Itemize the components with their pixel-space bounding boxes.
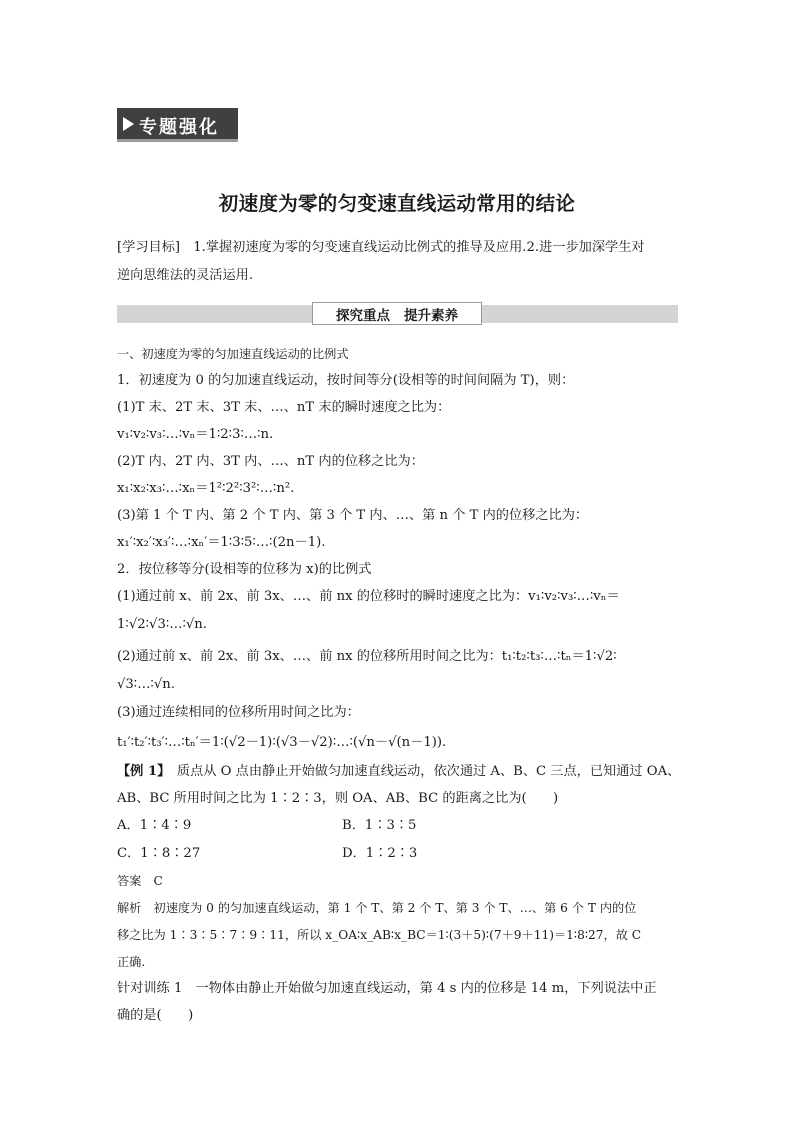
analysis-line-2: 移之比为 1∶3∶5∶7∶9∶11，所以 x_OA∶x_AB∶x_BC＝1∶(3＋5)∶(7＋9＋11)＝1∶8∶27，故 C <box>117 928 642 942</box>
badge-label: 专题强化 <box>139 117 219 138</box>
analysis-line-3: 正确. <box>117 955 146 969</box>
option-d: D．1∶2∶3 <box>342 846 418 861</box>
example-question-line-2: AB、BC 所用时间之比为 1∶2∶3，则 OA、AB、BC 的距离之比为( ) <box>117 791 559 806</box>
paragraph: (2)通过前 x、前 2x、前 3x、…、前 nx 的位移所用时间之比为：t₁∶t₂∶t₃∶…∶tₙ＝1∶√2∶ <box>117 649 617 664</box>
equation: √3∶…∶√n. <box>117 677 175 692</box>
objectives-line-1: [学习目标] 1.掌握初速度为零的匀变速直线运动比例式的推导及应用.2.进一步加深学生对 <box>117 240 645 255</box>
page-title: 初速度为零的匀变速直线运动常用的结论 <box>218 192 576 215</box>
paragraph: 2．按位移等分(设相等的位移为 x)的比例式 <box>117 562 372 577</box>
equation: t₁′∶t₂′∶t₃′∶…∶tₙ′＝1∶(√2－1)∶(√3－√2)∶…∶(√n－√(n－1)). <box>117 735 447 750</box>
equation: x₁′∶x₂′∶x₃′∶…∶xₙ′＝1∶3∶5∶…∶(2n－1). <box>117 535 326 550</box>
option-c: C．1∶8∶27 <box>117 846 201 861</box>
paragraph: (1)通过前 x、前 2x、前 3x、…、前 nx 的位移时的瞬时速度之比为：v₁∶v₂∶v₃∶…∶vₙ＝ <box>117 589 620 604</box>
section-badge <box>117 108 238 142</box>
example-tag: 【例 1】 <box>117 764 164 779</box>
equation: x₁∶x₂∶x₃∶…∶xₙ＝1²∶2²∶3²∶…∶n². <box>117 481 295 496</box>
analysis-line-1: 解析 初速度为 0 的匀加速直线运动，第 1 个 T、第 2 个 T、第 3 个 T、…、第 6 个 T 内的位 <box>117 901 637 915</box>
example-question-text: 质点从 O 点由静止开始做匀加速直线运动，依次通过 A、B、C 三点，已知通过 OA、 <box>163 764 681 779</box>
section-bar-left: 探究重点 <box>336 307 390 324</box>
training-line-1: 针对训练 1 一物体由静止开始做匀加速直线运动，第 4 s 内的位移是 14 m，下列说法中正 <box>117 981 657 996</box>
section-bar-label <box>312 302 482 325</box>
example-question-line-1 <box>117 763 680 781</box>
paragraph: (2)T 内、2T 内、3T 内、…、nT 内的位移之比为： <box>117 454 424 469</box>
play-arrow-icon <box>123 117 134 131</box>
part1-heading: 一、初速度为零的匀加速直线运动的比例式 <box>117 347 349 361</box>
training-line-2: 确的是( ) <box>117 1008 194 1023</box>
answer: 答案 C <box>117 874 163 888</box>
option-a: A．1∶4∶9 <box>117 818 192 833</box>
paragraph: 1．初速度为 0 的匀加速直线运动，按时间等分(设相等的时间间隔为 T)，则： <box>117 373 575 388</box>
paragraph: (3)通过连续相同的位移所用时间之比为： <box>117 705 360 720</box>
objectives-line-2: 逆向思维法的灵活运用. <box>117 268 254 283</box>
option-b: B．1∶3∶5 <box>342 818 417 833</box>
paragraph: (3)第 1 个 T 内、第 2 个 T 内、第 3 个 T 内、…、第 n 个 T 内的位移之比为： <box>117 508 589 523</box>
equation: v₁∶v₂∶v₃∶…∶vₙ＝1∶2∶3∶…∶n. <box>117 427 274 442</box>
paragraph: (1)T 末、2T 末、3T 末、…、nT 末的瞬时速度之比为： <box>117 400 451 415</box>
equation: 1∶√2∶√3∶…∶√n. <box>117 617 207 632</box>
section-bar-right: 提升素养 <box>404 307 458 324</box>
